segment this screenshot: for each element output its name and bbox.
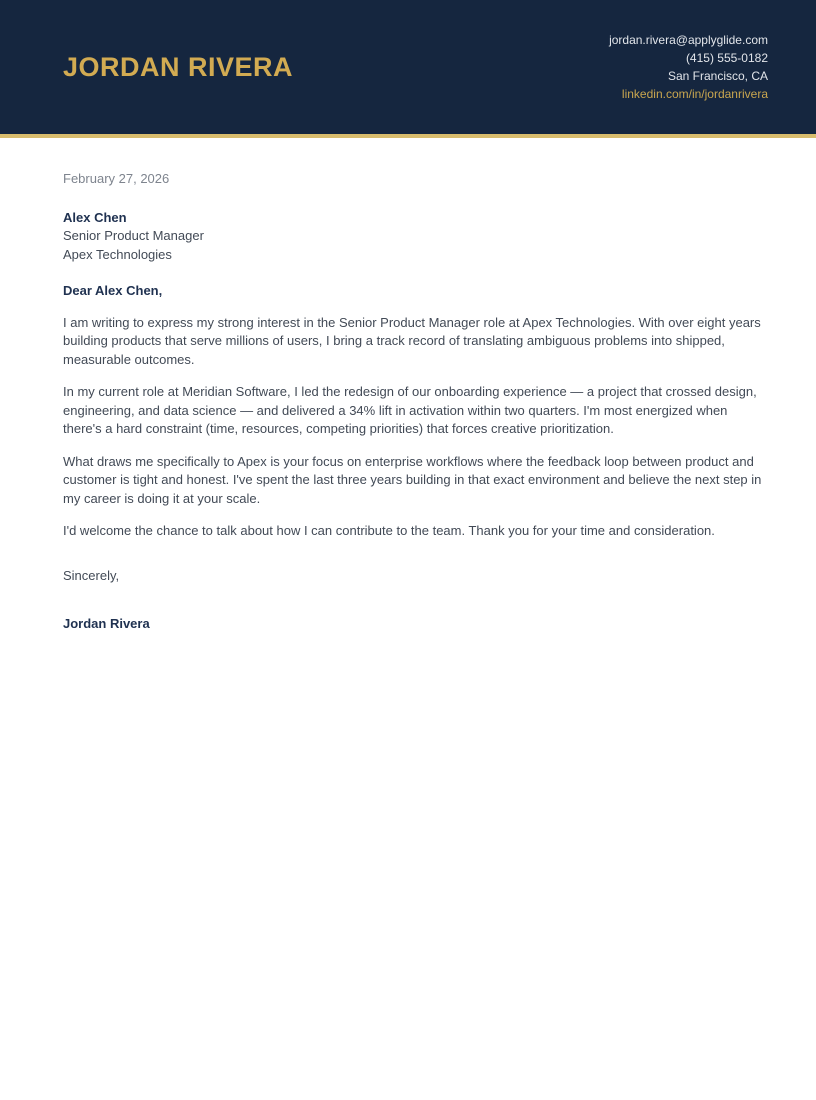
letter-paragraph: What draws me specifically to Apex is your focus on enterprise workflows where the feedback loop between product and customer is tight and honest. I've spent the last three years building in that exact environment and believe the next step in my career is doing it at your scale.	[63, 453, 762, 506]
recipient-company: Apex Technologies	[63, 246, 172, 262]
letter-paragraph: In my current role at Meridian Software, I led the redesign of our onboarding experience — a project that crossed design, engineering, and data science — and delivered a 34% lift in activation within two quarters. I'm most energized when there's a hard constraint (time, resources, competing priorities) that forces creative prioritization.	[63, 384, 757, 436]
salutation: Dear Alex Chen,	[63, 283, 163, 298]
letter-paragraph: I'd welcome the chance to talk about how I can contribute to the team. Thank you for your time and consideration.	[63, 523, 715, 538]
contact-email: jordan.rivera@applyglide.com	[609, 33, 768, 47]
recipient-title: Senior Product Manager	[63, 228, 204, 243]
letter-date: February 27, 2026	[63, 171, 170, 186]
contact-phone: (415) 555-0182	[685, 51, 768, 65]
closing: Sincerely,	[63, 567, 120, 583]
letter-body	[0, 138, 816, 634]
contact-location: San Francisco, CA	[667, 69, 768, 83]
contact-block	[609, 31, 768, 103]
applicant-name: JORDAN RIVERA	[63, 51, 294, 82]
signature-name: Jordan Rivera	[63, 616, 150, 631]
letter-header	[0, 0, 816, 138]
recipient-name: Alex Chen	[63, 209, 127, 225]
recipient-block	[63, 209, 768, 265]
linkedin-link[interactable]: linkedin.com/in/jordanrivera	[621, 87, 768, 101]
letter-paragraph: I am writing to express my strong interest in the Senior Product Manager role at Apex Technologies. With over eight years building products that serve millions of users, I bring a track record of translating ambiguous problems into shipped, measurable outcomes.	[63, 314, 761, 367]
